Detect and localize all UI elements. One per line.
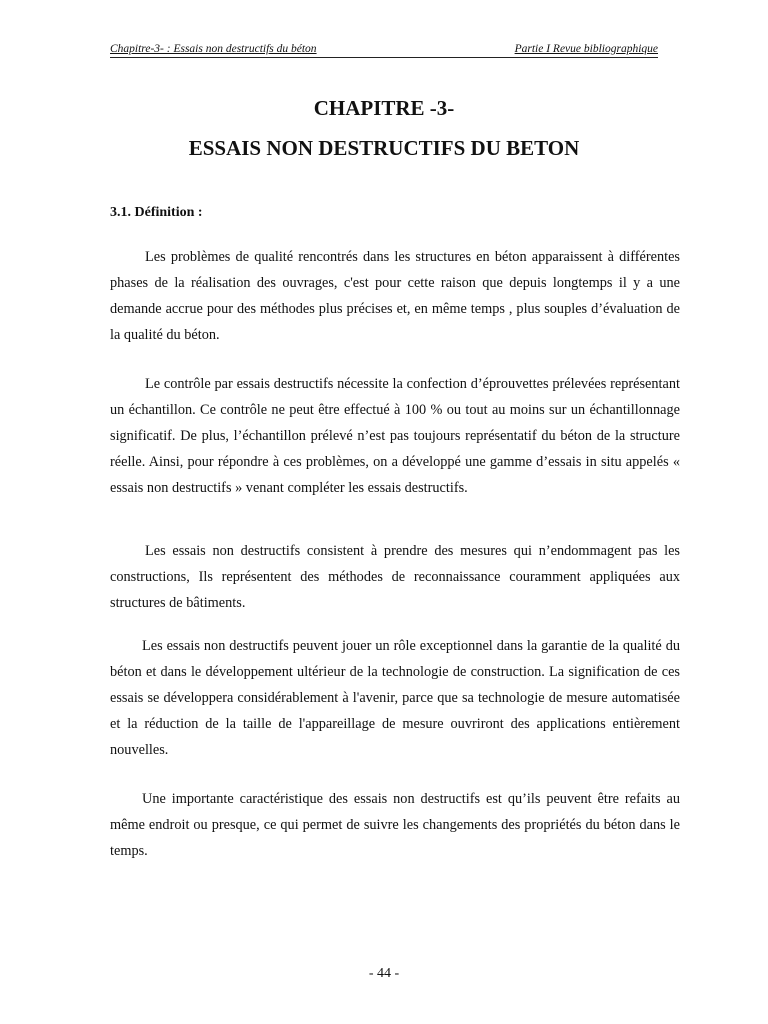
paragraph-4: Les essais non destructifs peuvent jouer un rôle exceptionnel dans la garantie de la qualité du béton et dans le développement ultérieur de la technologie de construction. La signification de ces essais se développera considérablement à l'avenir, parce que sa technologie de mesure automatisée et la réduction de la taille de l'appareillage de mesure ouvriront des applications entièrement nouvelles. (110, 638, 680, 758)
chapter-number-heading: CHAPITRE -3- (313, 96, 455, 120)
paragraph-2: Le contrôle par essais destructifs nécessite la confection d’éprouvettes prélevées représentant un échantillon. Ce contrôle ne peut être effectué à 100 % ou tout au moins sur un échantillonnage significatif. De plus, l’échantillon prélevé n’est pas toujours représentatif du béton de la structure réelle. Ainsi, pour répondre à ces problèmes, on a développé une gamme d’essais in situ appelés « essais non destructifs » venant compléter les essais destructifs. (110, 376, 680, 496)
paragraph-1: Les problèmes de qualité rencontrés dans les structures en béton apparaissent à différentes phases de la réalisation des ouvrages, c'est pour cette raison que depuis longtemps il y a une demande accrue pour des méthodes plus précises et, en même temps , plus souples d’évaluation de la qualité du béton. (110, 249, 680, 343)
chapter-title-heading: ESSAIS NON DESTRUCTIFS DU BETON (188, 136, 580, 160)
page-number: - 44 - (368, 966, 400, 981)
paragraph-3: Les essais non destructifs consistent à prendre des mesures qui n’endommagent pas les constructions, Ils représentent des méthodes de reconnaissance couramment appliquées aux structures de bâtiments. (110, 543, 680, 611)
running-header (110, 42, 658, 58)
paragraph-5: Une importante caractéristique des essais non destructifs est qu’ils peuvent être refaits au même endroit ou presque, ce qui permet de suivre les changements des propriétés du béton dans le temps. (110, 791, 680, 859)
header-chapter-title: Chapitre-3- : Essais non destructifs du béton (110, 43, 317, 55)
header-part-title: Partie I Revue bibliographique (514, 43, 658, 55)
section-heading: 3.1. Définition : (110, 205, 203, 220)
